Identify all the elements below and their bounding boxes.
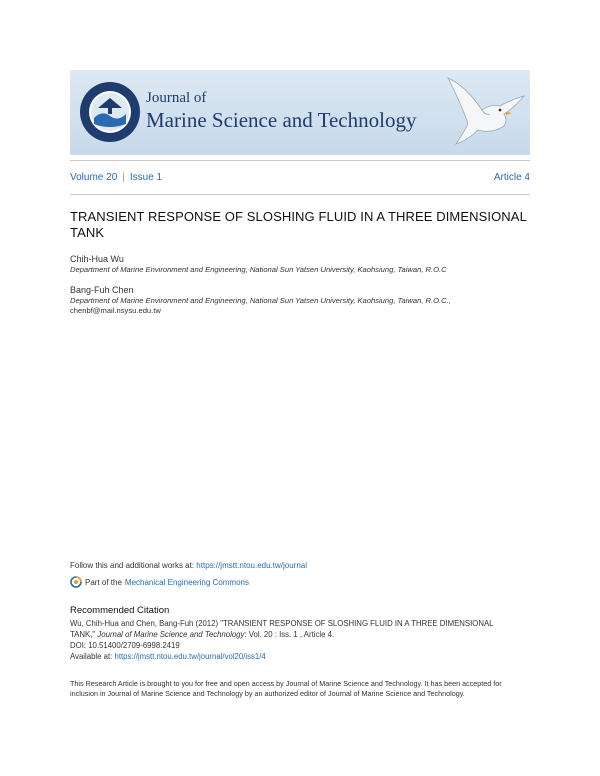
follow-link[interactable]: https://jmstt.ntou.edu.tw/journal bbox=[196, 561, 308, 570]
author-name-1: Chih-Hua Wu bbox=[70, 254, 124, 264]
citation-available-link[interactable]: https://jmstt.ntou.edu.tw/journal/vol20/iss1/4 bbox=[114, 652, 266, 661]
commons-link[interactable]: Mechanical Engineering Commons bbox=[124, 577, 249, 587]
seagull-image bbox=[420, 70, 530, 155]
author-affiliation-2: Department of Marine Environment and Engineering, National Sun Yatsen University, Kaohsiung, Taiwan, R.O.C., bbox=[70, 296, 451, 305]
citation-available-label: Available at: bbox=[70, 652, 113, 661]
journal-seal-logo bbox=[78, 80, 142, 144]
divider-top bbox=[70, 160, 530, 161]
follow-works-line bbox=[70, 561, 307, 570]
author-name-2: Bang-Fuh Chen bbox=[70, 285, 134, 295]
recommended-citation-heading: Recommended Citation bbox=[70, 605, 170, 616]
citation-doi: DOI: 10.51400/2709-6998.2419 bbox=[70, 641, 180, 650]
citation-line1: Wu, Chih-Hua and Chen, Bang-Fuh (2012) "TRANSIENT RESPONSE OF SLOSHING FLUID IN A THREE DIMENSIONAL bbox=[70, 619, 494, 628]
citation-line2-pre: TANK," bbox=[70, 630, 96, 639]
divider-middle bbox=[70, 194, 530, 195]
follow-text: Follow this and additional works at: bbox=[70, 561, 195, 570]
issue-link[interactable]: Issue 1 bbox=[129, 172, 163, 183]
open-access-notice: This Research Article is brought to you for free and open access by Journal of Marine Science and Technology. It has been accepted for inclusion in Journal of Marine Science and Technology by an authorized editor of Journal of Marine Science and Technology. bbox=[70, 679, 502, 698]
author-affiliation-1: Department of Marine Environment and Engineering, National Sun Yatsen University, Kaohsiung, Taiwan, R.O.C bbox=[70, 265, 447, 274]
citation-block bbox=[70, 618, 530, 662]
journal-name-text: Marine Science and Technology bbox=[146, 108, 417, 132]
citation-line2-post: : Vol. 20 : Iss. 1 , Article 4. bbox=[244, 630, 335, 639]
network-commons-icon bbox=[70, 576, 82, 588]
part-of-line bbox=[70, 576, 249, 588]
article-link[interactable]: Article 4 bbox=[493, 172, 530, 183]
meta-separator: | bbox=[122, 172, 125, 183]
journal-of-text: Journal of bbox=[146, 90, 207, 106]
article-title bbox=[70, 209, 530, 241]
article-title-line1: TRANSIENT RESPONSE OF SLOSHING FLUID IN A THREE DIMENSIONAL bbox=[70, 209, 527, 224]
article-title-line2: TANK bbox=[70, 225, 105, 240]
citation-journal: Journal of Marine Science and Technology bbox=[97, 630, 245, 639]
volume-link[interactable]: Volume 20 bbox=[70, 172, 118, 183]
part-of-text: Part of the bbox=[85, 577, 122, 587]
journal-banner bbox=[70, 70, 530, 155]
author-email-2: chenbf@mail.nsysu.edu.tw bbox=[70, 306, 161, 315]
